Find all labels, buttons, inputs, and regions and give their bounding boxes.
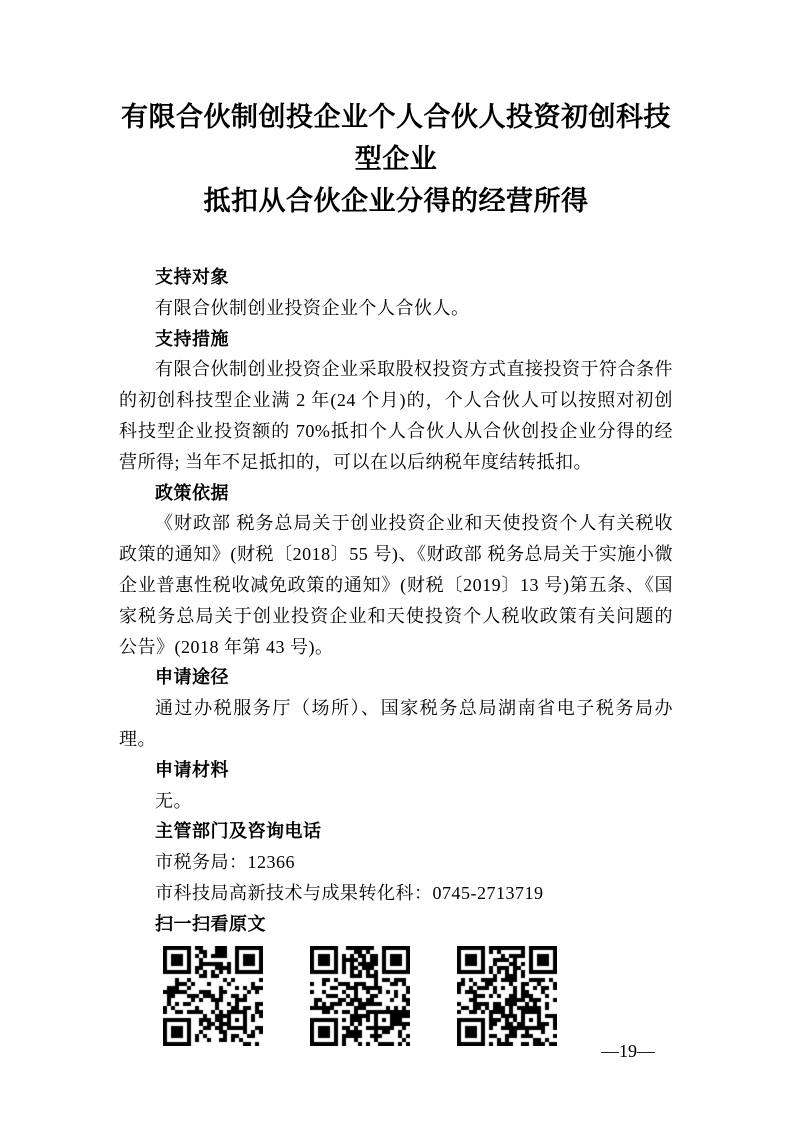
section-heading: 申请途径: [155, 667, 229, 688]
section-paragraph: 有限合伙制创业投资企业个人合伙人。: [155, 297, 470, 318]
contact-line-science-bureau: 市科技局高新技术与成果转化科：0745-2713719: [155, 882, 544, 903]
qr-code-row: [163, 946, 673, 1046]
qr-code-1-image: [163, 946, 263, 1046]
section-heading: 政策依据: [155, 482, 229, 503]
qr-code-3-image: [457, 946, 557, 1046]
page-title-line-2: 抵扣从合伙企业分得的经营所得: [203, 186, 589, 216]
section-application-channel: [119, 662, 673, 754]
section-heading: 主管部门及咨询电话: [155, 821, 322, 842]
document-content: [119, 96, 673, 1046]
contact-line-tax-bureau: 市税务局：12366: [155, 852, 295, 873]
section-support-measures: [119, 324, 673, 478]
section-heading: 扫一扫看原文: [155, 913, 266, 934]
section-heading: 支持措施: [155, 328, 229, 349]
section-heading: 申请材料: [155, 759, 229, 780]
section-contact-info: [119, 816, 673, 908]
page-number: —19—: [601, 1041, 655, 1061]
page-title-line-1: 有限合伙制创投企业个人合伙人投资初创科技型企业: [121, 102, 671, 174]
section-policy-basis: [119, 478, 673, 663]
section-paragraph: 《财政部 税务总局关于创业投资企业和天使投资个人有关税收政策的通知》(财税〔2018〕55 号)、《财政部 税务总局关于实施小微企业普惠性税收减免政策的通知》(财税〔2019〕13 号)第五条、《国家税务总局关于创业投资企业和天使投资个人税收政策有关问题的公告》(2018 年第 43 号)。: [119, 513, 673, 657]
section-application-materials: [119, 755, 673, 817]
section-paragraph: 无。: [155, 790, 192, 811]
qr-code-2-image: [310, 946, 410, 1046]
section-scan-original: [119, 909, 673, 1046]
section-paragraph: 通过办税服务厅（场所）、国家税务总局湖南省电子税务局办理。: [119, 698, 673, 749]
section-support-target: [119, 262, 673, 324]
page-title: [119, 96, 673, 222]
section-heading: 支持对象: [155, 267, 229, 287]
section-paragraph: 有限合伙制创业投资企业采取股权投资方式直接投资于符合条件的初创科技型企业满 2 年(24 个月)的，个人合伙人可以按照对初创科技型企业投资额的 70%抵扣个人合伙人从合伙创投企业分得的经营所得; 当年不足抵扣的，可以在以后纳税年度结转抵扣。: [119, 359, 673, 472]
